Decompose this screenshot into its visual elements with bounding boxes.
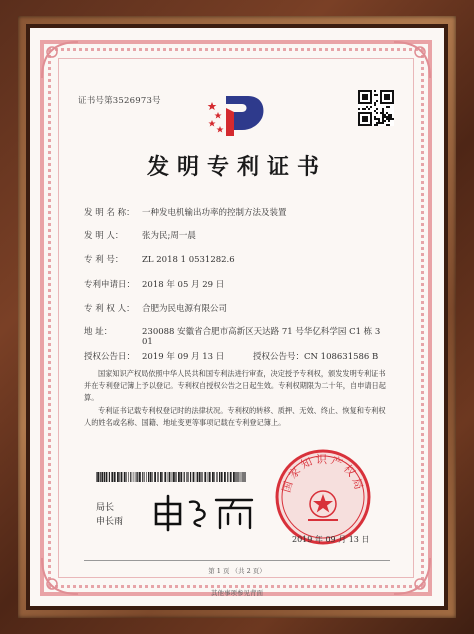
qr-code (358, 90, 394, 126)
field-grant-date (84, 350, 224, 362)
statement-paragraph-2: 专利证书记载专利权登记时的法律状况。专利权的转移、质押、无效、终止、恢复和专利权人的姓名或名称、国籍、地址变更等事项记载在专利登记簿上。 (84, 406, 386, 427)
field-value: ZL 2018 1 0531282.6 (142, 255, 235, 265)
field-value: 01 (142, 337, 153, 347)
field-label: 专 利 号： (84, 255, 124, 265)
director-title: 局长 (96, 503, 115, 513)
seal-date: 2019 年 09 月 13 日 (292, 535, 370, 544)
field-value: 2019 年 09 月 13 日 (142, 352, 225, 362)
field-announcement-number (253, 350, 378, 362)
field-label: 地 址： (84, 327, 113, 337)
field-label: 发 明 名 称： (84, 208, 135, 218)
field-application-date (84, 278, 224, 290)
field-label: 授权公告日： (84, 352, 136, 362)
footnote: 其他事项参见背面 (211, 589, 263, 597)
field-patentee (84, 302, 227, 314)
page-divider (84, 560, 390, 561)
field-value: 一种发电机输出功率的控制方法及装置 (142, 208, 287, 218)
certificate-title: 发明专利证书 (146, 155, 327, 180)
field-invention-name (84, 206, 287, 218)
field-value: CN 108631586 B (304, 352, 379, 362)
statement-paragraph-1: 国家知识产权局依照中华人民共和国专利法进行审查，决定授予专利权，颁发发明专利证书并在专利登记簿上予以登记。专利权自授权公告之日起生效。专利权期限为二十年，自申请日起算。 (84, 369, 386, 402)
field-label: 授权公告号： (253, 352, 305, 362)
field-value: 张为民;周一晨 (142, 231, 196, 241)
official-seal-stamp (274, 448, 372, 546)
barcode (96, 472, 248, 482)
patent-office-logo-icon (204, 90, 268, 138)
director-signature (150, 494, 260, 532)
corner-ornament-top-right (392, 40, 432, 80)
field-patent-number (84, 253, 235, 265)
field-address-continued (84, 337, 153, 347)
field-label: 专利申请日： (84, 280, 136, 290)
page-number: 第 1 页 （共 2 页） (208, 567, 266, 575)
certificate-number: 证书号第3526973号 (78, 96, 161, 106)
field-value: 合肥为民电源有限公司 (142, 304, 228, 314)
seal-text: 国家知识产权局 (279, 452, 367, 494)
field-value: 2018 年 05 月 29 日 (142, 280, 225, 290)
field-value: 230088 安徽省合肥市高新区天达路 71 号华亿科学园 C1 栋 3 (142, 327, 381, 337)
field-address (84, 325, 380, 337)
field-inventor (84, 229, 196, 241)
director-name: 申长雨 (96, 517, 124, 527)
field-label: 专 利 权 人： (84, 304, 135, 314)
corner-ornament-top-left (40, 40, 80, 80)
field-label: 发 明 人： (84, 231, 124, 241)
